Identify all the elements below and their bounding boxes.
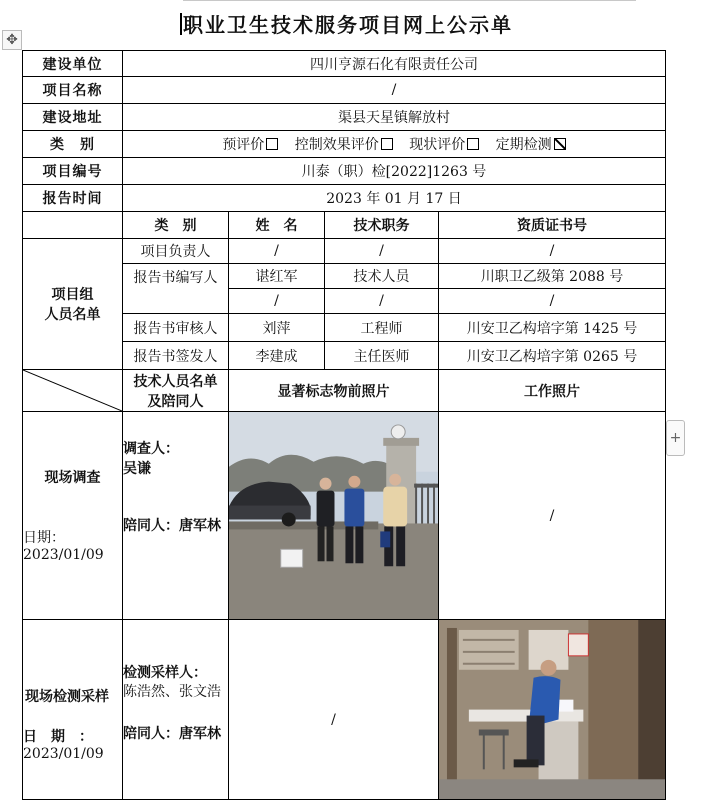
project-name-value[interactable]: /: [123, 77, 666, 104]
category-option[interactable]: 现状评价: [409, 137, 491, 153]
address-value[interactable]: 渠县天星镇解放村: [123, 104, 666, 131]
team-header-row: [23, 212, 666, 239]
survey-row: [23, 412, 666, 620]
unit-label: 建设单位: [23, 51, 123, 77]
row-project-name: [23, 77, 666, 104]
survey-title: 现场调查: [44, 470, 101, 486]
team-row: [23, 239, 666, 264]
sampling-companion-value: 唐军林: [179, 726, 221, 742]
unit-value[interactable]: 四川亨源石化有限责任公司: [123, 51, 666, 77]
category-label: 类 别: [23, 131, 123, 158]
sampler-value: 陈浩然、张文浩: [123, 684, 221, 700]
category-options: [123, 131, 666, 158]
publicity-table: [22, 50, 666, 800]
sampling-landmark-photo-cell: /: [229, 620, 439, 800]
add-column-icon[interactable]: +: [666, 420, 685, 456]
text-cursor: [180, 13, 182, 35]
team-header-title: 技术职务: [325, 212, 439, 239]
survey-title-cell: [23, 412, 123, 620]
team-name[interactable]: /: [229, 289, 325, 314]
work-photo: [439, 620, 665, 799]
team-section-label: 项目组 人员名单: [23, 239, 123, 370]
team-name[interactable]: /: [229, 239, 325, 264]
table-move-handle-icon[interactable]: ✥: [2, 30, 22, 50]
diagonal-header-cell: [23, 370, 123, 412]
checkbox-icon[interactable]: [381, 138, 393, 150]
sampling-date-label: 日 期 ：: [23, 729, 93, 745]
page-title: [180, 10, 580, 40]
photos-header-landmark: 显著标志物前照片: [229, 370, 439, 412]
sampler-label: 检测采样人：: [123, 665, 207, 681]
landmark-photo: [229, 412, 438, 619]
team-cert[interactable]: 川安卫乙构培字第 1425 号: [439, 314, 666, 342]
sampling-row: [23, 620, 666, 800]
top-divider: [183, 0, 636, 1]
survey-date-label: 日期：: [23, 530, 65, 546]
team-name[interactable]: 刘萍: [229, 314, 325, 342]
landmark-photo-cell: [229, 412, 439, 620]
category-option[interactable]: 控制效果评价: [295, 137, 405, 153]
photos-header-work: 工作照片: [439, 370, 666, 412]
companion-value: 唐军林: [179, 518, 221, 534]
team-name[interactable]: 李建成: [229, 342, 325, 370]
team-header-name: 姓 名: [229, 212, 325, 239]
team-title[interactable]: 主任医师: [325, 342, 439, 370]
team-name[interactable]: 谌红军: [229, 264, 325, 289]
survey-staff-cell: [123, 412, 229, 620]
report-time-value[interactable]: 2023 年 01 月 17 日: [123, 185, 666, 212]
team-title[interactable]: 技术人员: [325, 264, 439, 289]
category-option[interactable]: 预评价: [222, 137, 290, 153]
checked-checkbox-icon[interactable]: [554, 138, 566, 150]
checkbox-icon[interactable]: [467, 138, 479, 150]
row-number: [23, 158, 666, 185]
team-role: 报告书编写人: [123, 264, 229, 314]
team-corner: [23, 212, 123, 239]
team-role: 报告书签发人: [123, 342, 229, 370]
category-option-selected[interactable]: 定期检测: [496, 137, 566, 153]
diagonal-line: [23, 370, 122, 411]
survey-date-value: 2023/01/09: [23, 547, 104, 563]
sampling-title-cell: [23, 620, 123, 800]
team-role: 项目负责人: [123, 239, 229, 264]
page-title-text: 职业卫生技术服务项目网上公示单: [183, 13, 513, 37]
survey-work-photo-cell: /: [439, 412, 666, 620]
number-value[interactable]: 川泰（职）检[2022]1263 号: [123, 158, 666, 185]
row-report-time: [23, 185, 666, 212]
team-header-cert: 资质证书号: [439, 212, 666, 239]
row-unit: [23, 51, 666, 77]
sampling-date-value: 2023/01/09: [23, 746, 104, 762]
team-cert[interactable]: /: [439, 289, 666, 314]
sampling-staff-cell: [123, 620, 229, 800]
project-name-label: 项目名称: [23, 77, 123, 104]
companion-label: 陪同人：: [123, 518, 179, 534]
team-header-role: 类 别: [123, 212, 229, 239]
number-label: 项目编号: [23, 158, 123, 185]
team-role: 报告书审核人: [123, 314, 229, 342]
photos-header-staff: 技术人员名单 及陪同人: [123, 370, 229, 412]
team-title[interactable]: /: [325, 239, 439, 264]
photos-header-row: [23, 370, 666, 412]
sampling-title: 现场检测采样: [25, 689, 109, 705]
row-category: [23, 131, 666, 158]
team-title[interactable]: 工程师: [325, 314, 439, 342]
sampling-companion-label: 陪同人：: [123, 726, 179, 742]
report-time-label: 报告时间: [23, 185, 123, 212]
investigator-label: 调查人：: [123, 441, 179, 457]
row-address: [23, 104, 666, 131]
team-cert[interactable]: 川职卫乙级第 2088 号: [439, 264, 666, 289]
team-cert[interactable]: /: [439, 239, 666, 264]
address-label: 建设地址: [23, 104, 123, 131]
investigator-value: 吴谦: [123, 461, 151, 477]
sampling-work-photo-cell: [439, 620, 666, 800]
checkbox-icon[interactable]: [266, 138, 278, 150]
team-cert[interactable]: 川安卫乙构培字第 0265 号: [439, 342, 666, 370]
team-title[interactable]: /: [325, 289, 439, 314]
